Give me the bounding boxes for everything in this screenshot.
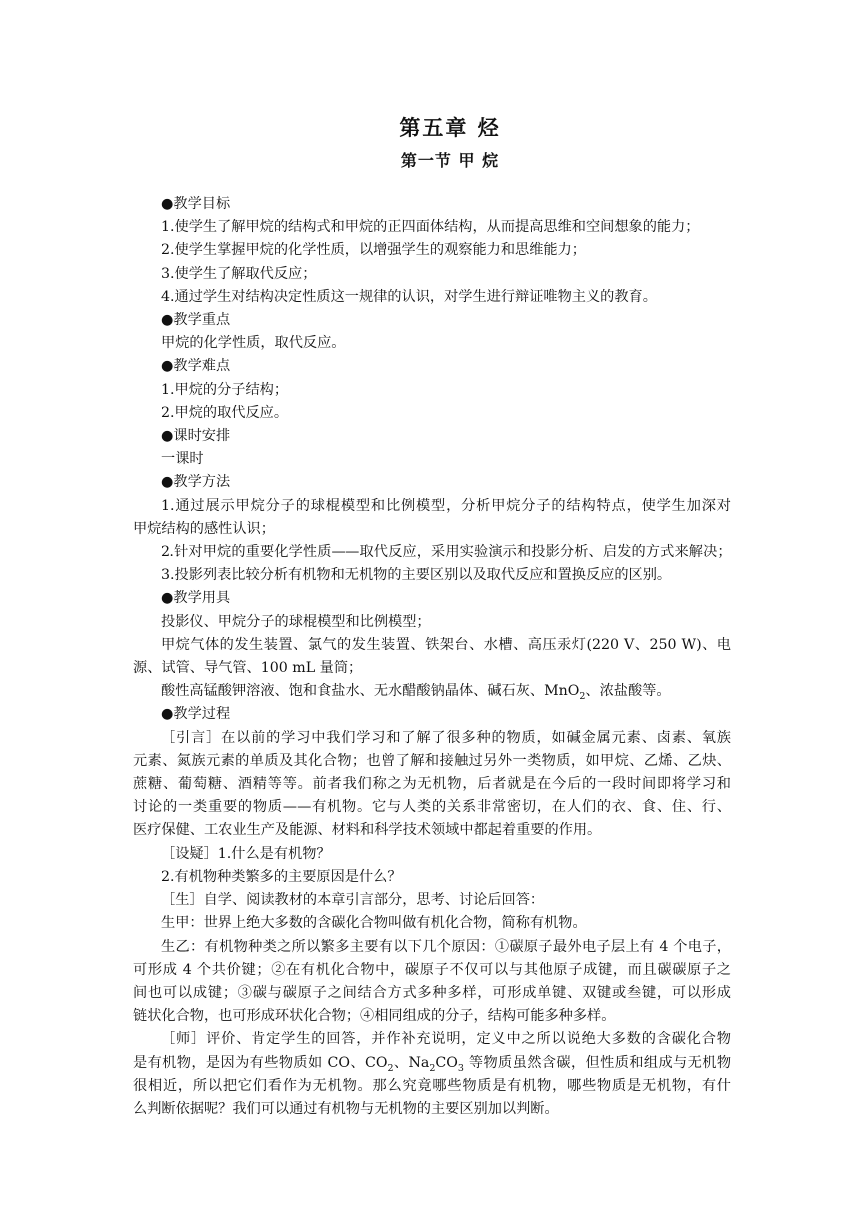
student-a-answer: 生甲：世界上绝大多数的含碳化合物叫做有机化合物，简称有机物。 <box>161 915 587 932</box>
tools-item: 甲烷气体的发生装置、氯气的发生装置、铁架台、水槽、高压汞灯(220 V、250 W)、电 <box>161 636 731 653</box>
difficulty-item: 1.甲烷的分子结构； <box>161 381 289 398</box>
section-title: 第一节 甲 烷 <box>400 151 500 170</box>
heading-schedule: ●课时安排 <box>161 428 231 445</box>
student-b-answer-line: 间也可以成键；③碳与碳原子之间结合方式多种多样，可形成单键、双键或叁键，可以形成 <box>133 984 731 1001</box>
question-line: ［设疑］1.什么是有机物？ <box>161 845 331 862</box>
goal-item: 2.使学生掌握甲烷的化学性质，以增强学生的观察能力和思维能力； <box>161 242 586 259</box>
tools-item-continued: 源、试管、导气管、100 mL 量筒； <box>133 660 363 677</box>
teacher-paragraph-line: ［师］评价、肯定学生的回答，并作补充说明，定义中之所以说绝大多数的含碳化合物 <box>161 1031 731 1048</box>
difficulty-item: 2.甲烷的取代反应。 <box>161 404 289 421</box>
method-item-continued: 甲烷结构的感性认识； <box>133 520 275 537</box>
teacher-paragraph-line <box>133 1052 731 1075</box>
schedule-text: 一课时 <box>161 451 204 468</box>
student-line: ［生］自学、阅读教材的本章引言部分，思考、讨论后回答： <box>161 892 545 909</box>
intro-paragraph-line: ［引言］在以前的学习中我们学习和了解了很多种的物质，如碱金属元素、卤素、氧族 <box>161 729 731 746</box>
intro-paragraph-line: 蔗糖、葡萄糖、酒精等等。前者我们称之为无机物，后者就是在今后的一段时间即将学习和 <box>133 776 731 793</box>
teacher-text: 、Na <box>393 1054 430 1071</box>
method-item: 2.针对甲烷的重要化学性质——取代反应，采用实验演示和投影分析、启发的方式来解决； <box>161 544 731 561</box>
goal-item: 3.使学生了解取代反应； <box>161 265 317 282</box>
teacher-paragraph-line: 很相近，所以把它们看作为无机物。那么究竟哪些物质是有机物，哪些物质是无机物，有什 <box>133 1077 731 1094</box>
teacher-text: 等物质虽然含碳，但性质和组成与无机物 <box>463 1054 732 1071</box>
chapter-title: 第五章 烃 <box>399 116 501 140</box>
student-b-answer-line: 链状化合物，也可形成环状化合物；④相同组成的分子，结构可能多种多样。 <box>133 1008 616 1025</box>
heading-methods: ●教学方法 <box>161 474 231 491</box>
goal-item: 4.通过学生对结构决定性质这一规律的认识，对学生进行辩证唯物主义的教育。 <box>161 288 657 305</box>
heading-teaching-goals: ●教学目标 <box>161 196 231 212</box>
teacher-text: CO <box>435 1054 458 1071</box>
tools-item: 投影仪、甲烷分子的球棍模型和比例模型； <box>161 613 431 630</box>
tools-item <box>133 680 731 703</box>
subscript: 2 <box>387 1062 394 1074</box>
heading-process: ●教学过程 <box>161 706 231 723</box>
student-b-answer-line: 生乙：有机物种类之所以繁多主要有以下几个原因：①碳原子最外电子层上有 4 个电子， <box>161 938 731 955</box>
method-item: 3.投影列表比较分析有机物和无机物的主要区别以及取代反应和置换反应的区别。 <box>161 567 672 584</box>
student-b-answer-line: 可形成 4 个共价键；②在有机化合物中，碳原子不仅可以与其他原子成键，而且碳碳原子之 <box>133 961 731 978</box>
key-point-text: 甲烷的化学性质，取代反应。 <box>161 335 346 352</box>
intro-paragraph-line: 医疗保健、工农业生产及能源、材料和科学技术领域中都起着重要的作用。 <box>133 822 602 839</box>
tools-text: 酸性高锰酸钾溶液、饱和食盐水、无水醋酸钠晶体、碱石灰、MnO <box>161 683 580 700</box>
heading-difficulties: ●教学难点 <box>161 358 231 375</box>
teacher-paragraph-line: 么判断依据呢？我们可以通过有机物与无机物的主要区别加以判断。 <box>133 1100 559 1117</box>
subscript: 2 <box>579 691 586 703</box>
question-line: 2.有机物种类繁多的主要原因是什么？ <box>161 868 402 885</box>
heading-key-points: ●教学重点 <box>161 312 231 329</box>
intro-paragraph-line: 元素、氮族元素的单质及其化合物；也曾了解和接触过另外一类物质，如甲烷、乙烯、乙炔、 <box>133 752 731 769</box>
intro-paragraph-line: 讨论的一类重要的物质——有机物。它与人类的关系非常密切，在人们的衣、食、住、行、 <box>133 799 731 816</box>
teacher-text: 是有机物，是因为有些物质如 CO、CO <box>133 1054 388 1071</box>
subscript: 3 <box>457 1062 464 1074</box>
goal-item: 1.使学生了解甲烷的结构式和甲烷的正四面体结构，从而提高思维和空间想象的能力； <box>161 219 700 236</box>
heading-tools: ●教学用具 <box>161 590 231 607</box>
document-body <box>133 193 731 1121</box>
method-item: 1.通过展示甲烷分子的球棍模型和比例模型，分析甲烷分子的结构特点，使学生加深对 <box>161 497 731 514</box>
subscript: 2 <box>429 1062 436 1074</box>
tools-text: 、浓盐酸等。 <box>585 683 671 700</box>
